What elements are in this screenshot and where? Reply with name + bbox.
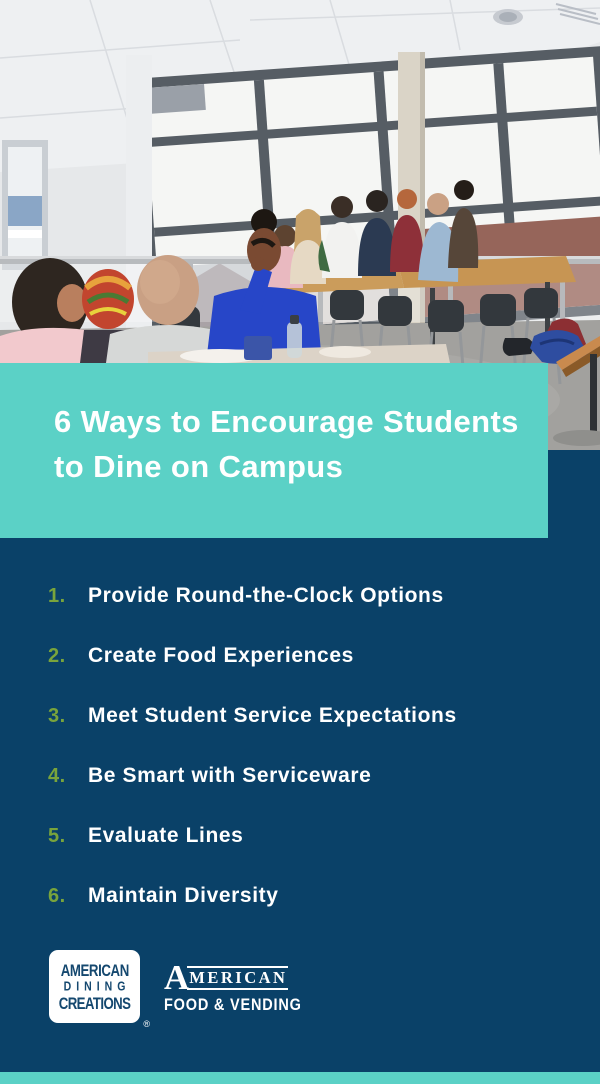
adc-logo-box	[49, 950, 140, 1023]
list-item	[48, 566, 580, 626]
list-item	[48, 866, 580, 926]
adc-logo-line1: AMERICAN	[60, 960, 129, 980]
list-item-label: Maintain Diversity	[88, 884, 279, 907]
brand-logos	[49, 950, 302, 1029]
list-item-number: 6.	[48, 884, 66, 907]
list-item	[48, 626, 580, 686]
list-item-number: 1.	[48, 584, 66, 607]
american-dining-creations-logo	[49, 950, 150, 1029]
ways-list	[48, 566, 580, 926]
list-item-number: 3.	[48, 704, 66, 727]
list-item-number: 4.	[48, 764, 66, 787]
list-item-label: Be Smart with Serviceware	[88, 764, 372, 787]
afv-logo-wordmark	[164, 958, 302, 997]
list-item-label: Meet Student Service Expectations	[88, 704, 457, 727]
registered-trademark-symbol: ®	[143, 1019, 150, 1029]
adc-logo-line2: DINING	[63, 979, 131, 994]
list-item	[48, 806, 580, 866]
afv-logo-subline: FOOD & VENDING	[164, 996, 302, 1015]
afv-logo-rest: MERICAN	[187, 966, 288, 990]
title-banner	[0, 363, 548, 538]
list-item-label: Provide Round-the-Clock Options	[88, 584, 444, 607]
bottom-accent-strip	[0, 1072, 600, 1084]
list-item-number: 5.	[48, 824, 66, 847]
list-item	[48, 686, 580, 746]
american-food-and-vending-logo	[164, 958, 302, 1015]
list-item-number: 2.	[48, 644, 66, 667]
list-item-label: Evaluate Lines	[88, 824, 244, 847]
adc-logo-line3: CREATIONS	[58, 993, 131, 1013]
poster-title: 6 Ways to Encourage Students to Dine on Campus	[54, 404, 519, 484]
afv-logo-initial: A	[164, 958, 190, 997]
list-item-label: Create Food Experiences	[88, 644, 354, 667]
list-item	[48, 746, 580, 806]
